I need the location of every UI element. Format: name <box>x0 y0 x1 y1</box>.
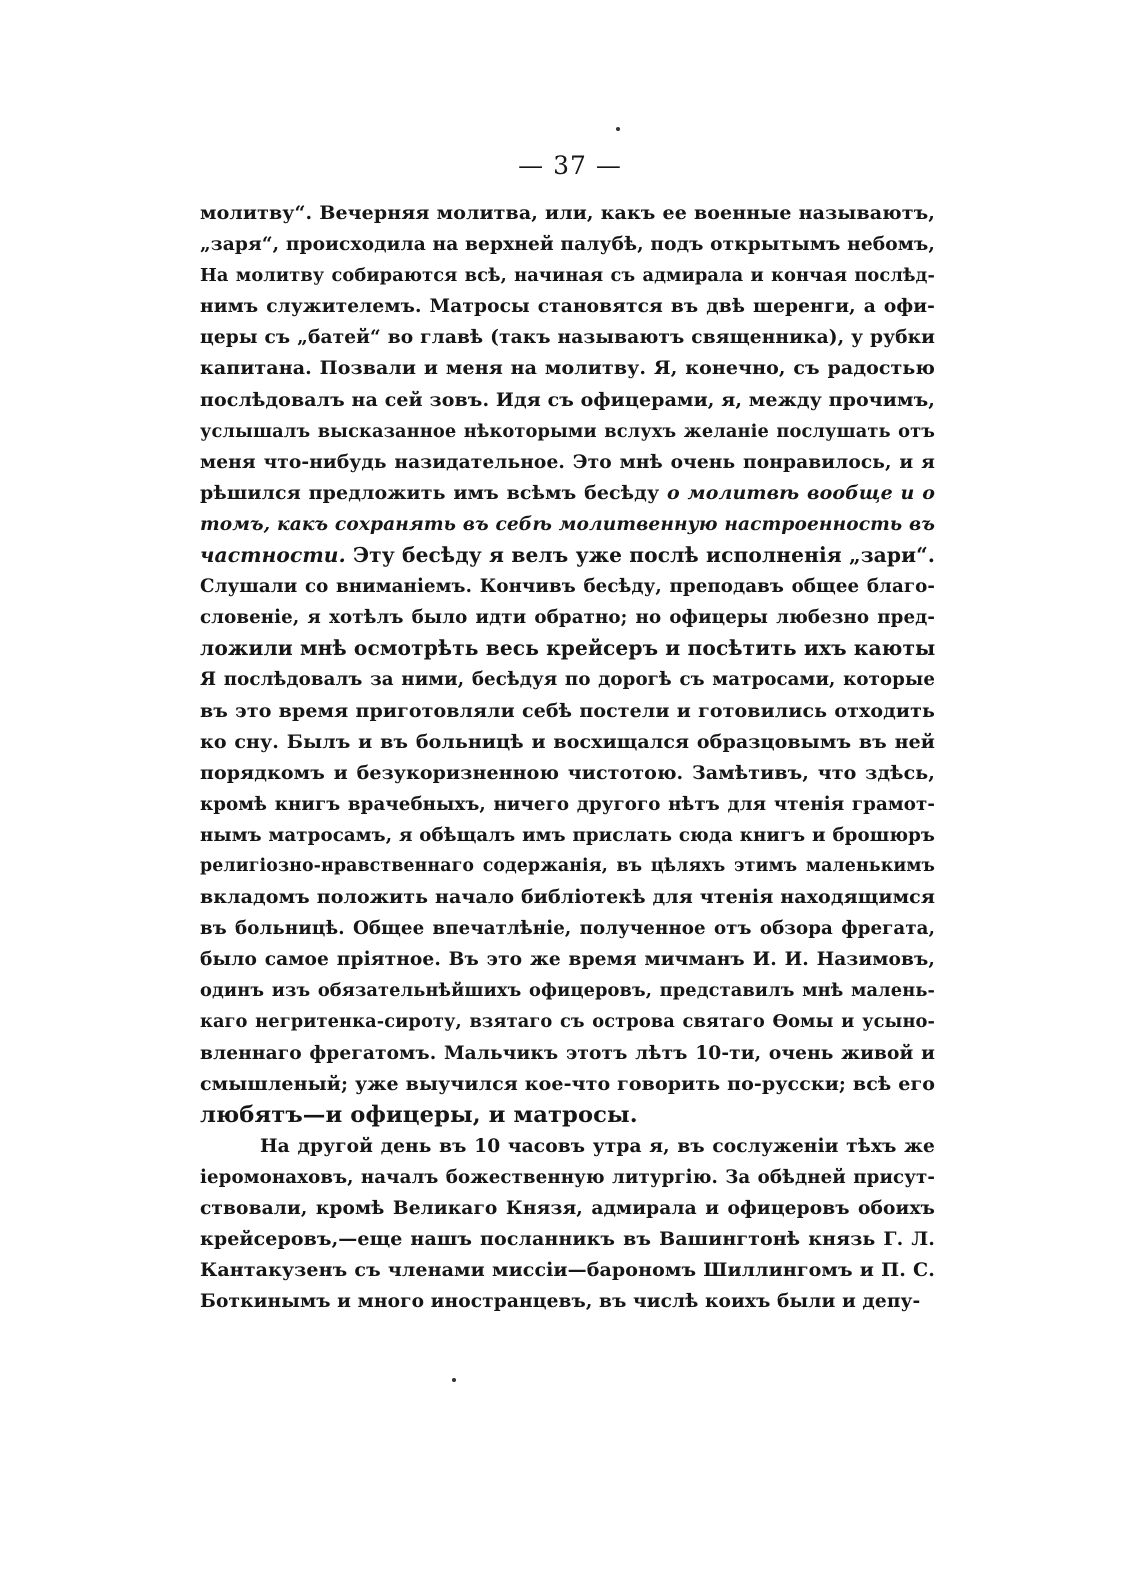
text-line: услышалъ высказанное нѣкоторыми вслухъ желаніе послушать отъ <box>200 420 935 442</box>
text-line: крейсеровъ,—еще нашъ посланникъ въ Вашингтонѣ князь Г. Л. <box>200 1228 935 1251</box>
text-line: рѣшился предложить имъ всѣмъ бесѣду о молитвѣ вообще и о <box>200 481 936 504</box>
text-line: іеромонаховъ, началъ божественную литургію. За обѣдней присут- <box>200 1166 935 1188</box>
text-line: было самое пріятное. Въ это же время мичманъ И. И. Назимовъ, <box>200 949 935 971</box>
text-line: частности. Эту бесѣду я велъ уже послѣ исполненія „зари“. <box>200 543 935 568</box>
text-line: нымъ матросамъ, я обѣщалъ имъ прислать сюда книгъ и брошюръ <box>200 824 935 846</box>
paragraph <box>200 198 935 1131</box>
italic-text: томъ, какъ сохранять въ себѣ молитвенную настроенность въ <box>200 513 935 535</box>
text-line: вленнаго фрегатомъ. Мальчикъ этотъ лѣтъ 10-ти, очень живой и <box>200 1042 935 1064</box>
text-line: „заря“, происходила на верхней палубѣ, подъ открытымъ небомъ, <box>200 234 935 256</box>
italic-text: о молитвѣ вообще и о <box>666 481 936 504</box>
text-line: въ больницѣ. Общее впечатлѣніе, полученное отъ обзора фрегата, <box>200 918 935 940</box>
text-line: церы съ „батей“ во главѣ (такъ называютъ священника), у рубки <box>200 327 935 349</box>
text-line: кромѣ книгъ врачебныхъ, ничего другого нѣтъ для чтенія грамот- <box>200 793 935 815</box>
italic-text: частности. <box>200 543 346 568</box>
text-line: нимъ служителемъ. Матросы становятся въ двѣ шеренги, а офи- <box>200 296 935 318</box>
text-line: одинъ изъ обязательнѣйшихъ офицеровъ, представилъ мнѣ малень- <box>200 980 935 1002</box>
text-line: каго негритенка-сироту, взятаго съ острова святаго Ѳомы и усыно- <box>200 1011 935 1033</box>
text-line: въ это время приготовляли себѣ постели и готовились отходить <box>200 699 935 722</box>
text-line <box>200 509 935 540</box>
text-line: религіозно-нравственнаго содержанія, въ цѣляхъ этимъ маленькимъ <box>200 855 935 876</box>
text-line: ложили мнѣ осмотрѣть весь крейсеръ и посѣтить ихъ каюты <box>200 636 936 661</box>
scan-speck <box>616 127 620 131</box>
text-line: Кантакузенъ съ членами миссіи—барономъ Шиллингомъ и П. С. <box>200 1259 935 1282</box>
text-line: Я послѣдовалъ за ними, бесѣдуя по дорогѣ съ матросами, которые <box>200 669 935 691</box>
text-line: капитана. Позвали и меня на молитву. Я, конечно, съ радостью <box>200 357 935 380</box>
text-line: вкладомъ положить начало библіотекѣ для чтенія находящимся <box>200 886 935 909</box>
text-line: меня что-нибудь назидательное. Это мнѣ очень понравилось, и я <box>200 451 935 473</box>
text-line: На молитву собираются всѣ, начиная съ адмирала и кончая послѣд- <box>200 265 935 287</box>
text-line: ствовали, кромѣ Великаго Князя, адмирала и офицеровъ обоихъ <box>200 1198 935 1219</box>
text-line: молитву“. Вечерняя молитва, или, какъ ее военные называютъ, <box>200 202 935 224</box>
text-line: словеніе, я хотѣлъ было идти обратно; но офицеры любезно пред- <box>200 607 935 629</box>
scan-speck <box>452 1378 456 1382</box>
text-line: Боткинымъ и много иностранцевъ, въ числѣ коихъ были и депу- <box>200 1291 921 1313</box>
text-line: послѣдовалъ на сей зовъ. Идя съ офицерами, я, между прочимъ, <box>200 388 935 411</box>
paragraph <box>200 1131 935 1318</box>
text-line: Слушали со вниманіемъ. Кончивъ бесѣду, преподавъ общее благо- <box>200 576 935 598</box>
page-number: — 37 — <box>518 151 622 180</box>
body-text <box>200 198 935 1317</box>
text-line: смышленый; уже выучился кое-что говорить по-русски; всѣ его <box>200 1072 935 1095</box>
text-line: любятъ—и офицеры, и матросы. <box>200 1101 638 1128</box>
text-line: порядкомъ и безукоризненною чистотою. Замѣтивъ, что здѣсь, <box>200 761 935 784</box>
text-line: ко сну. Былъ и въ больницѣ и восхищался образцовымъ въ ней <box>200 730 935 753</box>
text-line: На другой день въ 10 часовъ утра я, въ сослуженіи тѣхъ же <box>260 1135 935 1157</box>
